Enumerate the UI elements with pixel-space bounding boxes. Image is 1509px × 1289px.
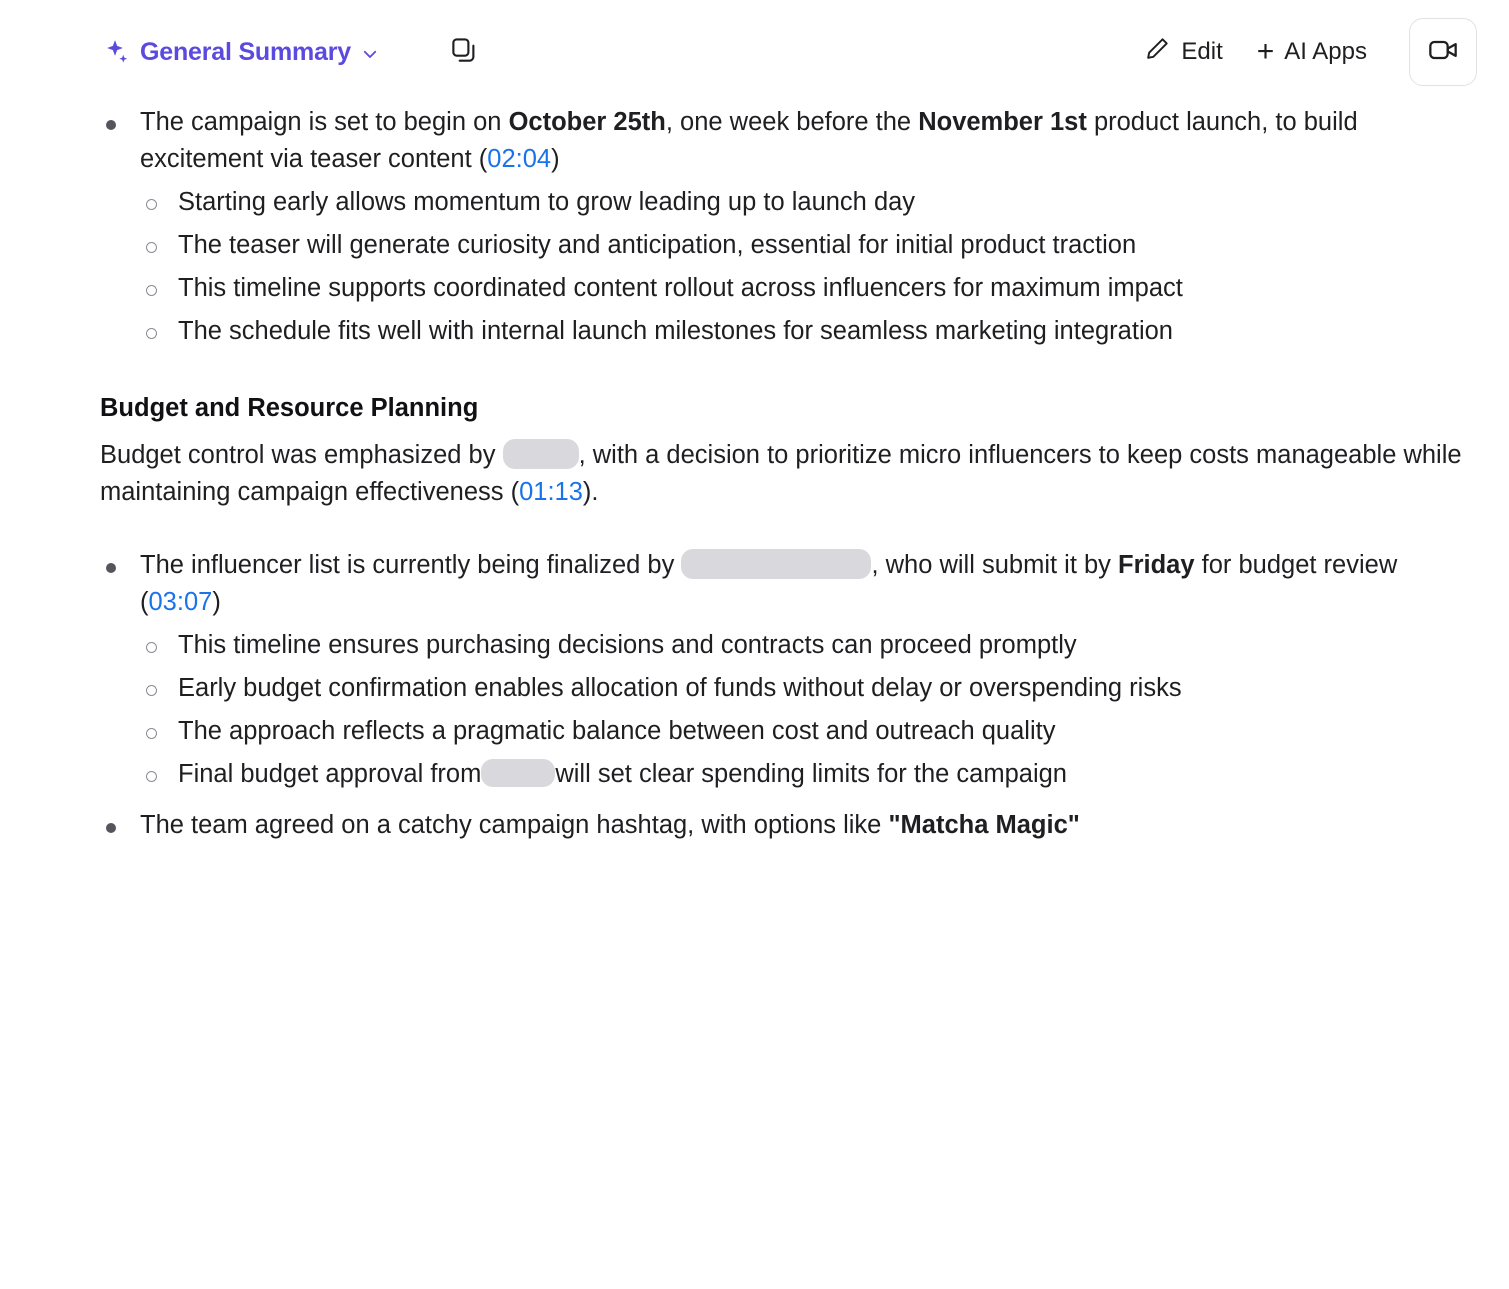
text-fragment: Budget control was emphasized by <box>100 440 503 469</box>
chevron-down-icon <box>361 45 379 63</box>
text-fragment: product launch, to build excitement via teaser content ( <box>140 108 1358 173</box>
summary-content <box>0 104 1509 844</box>
plus-icon: + <box>1256 35 1275 68</box>
list-item: The schedule fits well with internal launch milestones for seamless marketing integration <box>100 313 1477 350</box>
timestamp-link[interactable]: 03:07 <box>148 587 213 616</box>
summary-toolbar <box>0 0 1509 104</box>
section-heading: Budget and Resource Planning <box>100 393 479 422</box>
summary-type-label: General Summary <box>140 37 351 66</box>
text-fragment: , who will submit it by <box>871 550 1119 579</box>
ai-apps-label: AI Apps <box>1284 38 1367 65</box>
bold-fragment: Friday <box>1118 550 1195 579</box>
text-fragment: The team agreed on a catchy campaign hashtag, with options like <box>140 810 889 839</box>
text-fragment: will set clear spending limits for the campaign <box>555 759 1067 788</box>
text-fragment: The campaign is set to begin on <box>140 108 509 136</box>
list-item: Early budget confirmation enables allocation of funds without delay or overspending risks <box>100 670 1477 707</box>
video-toggle-button[interactable] <box>1409 18 1477 86</box>
list-item: Starting early allows momentum to grow leading up to launch day <box>100 184 1477 221</box>
text-fragment: , with a decision to prioritize micro influencers to keep costs manageable while maintaining campaign effectiveness ( <box>100 440 1462 506</box>
bold-fragment: October 25th <box>508 108 666 136</box>
timestamp-link[interactable]: 01:13 <box>519 477 583 506</box>
text-fragment: , one week before the <box>665 108 919 136</box>
redacted-name <box>681 549 871 579</box>
edit-button[interactable] <box>1132 27 1234 77</box>
summary-type-dropdown[interactable] <box>100 37 379 67</box>
edit-label: Edit <box>1181 38 1223 65</box>
redacted-name <box>503 439 579 469</box>
pencil-icon <box>1144 35 1171 69</box>
spacer <box>100 525 1477 547</box>
bold-fragment: "Matcha Magic" <box>888 810 1080 839</box>
copy-icon <box>449 35 479 70</box>
list-item <box>100 104 1477 178</box>
bold-fragment: November 1st <box>918 108 1087 136</box>
section-paragraph <box>100 437 1477 511</box>
list-item: The approach reflects a pragmatic balance between cost and outreach quality <box>100 713 1477 750</box>
text-fragment: ) <box>551 144 560 173</box>
video-camera-icon <box>1427 34 1459 71</box>
text-fragment: ) <box>212 587 221 616</box>
sub-list <box>100 184 1477 350</box>
list-item <box>100 547 1477 621</box>
list-item <box>100 756 1477 793</box>
redacted-name <box>481 759 555 787</box>
text-fragment: Final budget approval from <box>178 759 482 788</box>
text-fragment: for budget review ( <box>140 550 1398 616</box>
text-fragment: The influencer list is currently being finalized by <box>140 550 682 579</box>
copy-button[interactable] <box>441 29 487 75</box>
sub-list <box>100 627 1477 793</box>
ai-apps-button[interactable] <box>1245 30 1379 74</box>
timestamp-link[interactable]: 02:04 <box>487 144 552 173</box>
list-item: This timeline supports coordinated content rollout across influencers for maximum impact <box>100 270 1477 307</box>
sparkle-icon <box>100 37 130 67</box>
list-item: The teaser will generate curiosity and anticipation, essential for initial product traction <box>100 227 1477 264</box>
list-item: This timeline ensures purchasing decisions and contracts can proceed promptly <box>100 627 1477 664</box>
toolbar-actions <box>1132 18 1477 86</box>
list-item <box>100 807 1477 844</box>
text-fragment: ). <box>582 477 599 506</box>
